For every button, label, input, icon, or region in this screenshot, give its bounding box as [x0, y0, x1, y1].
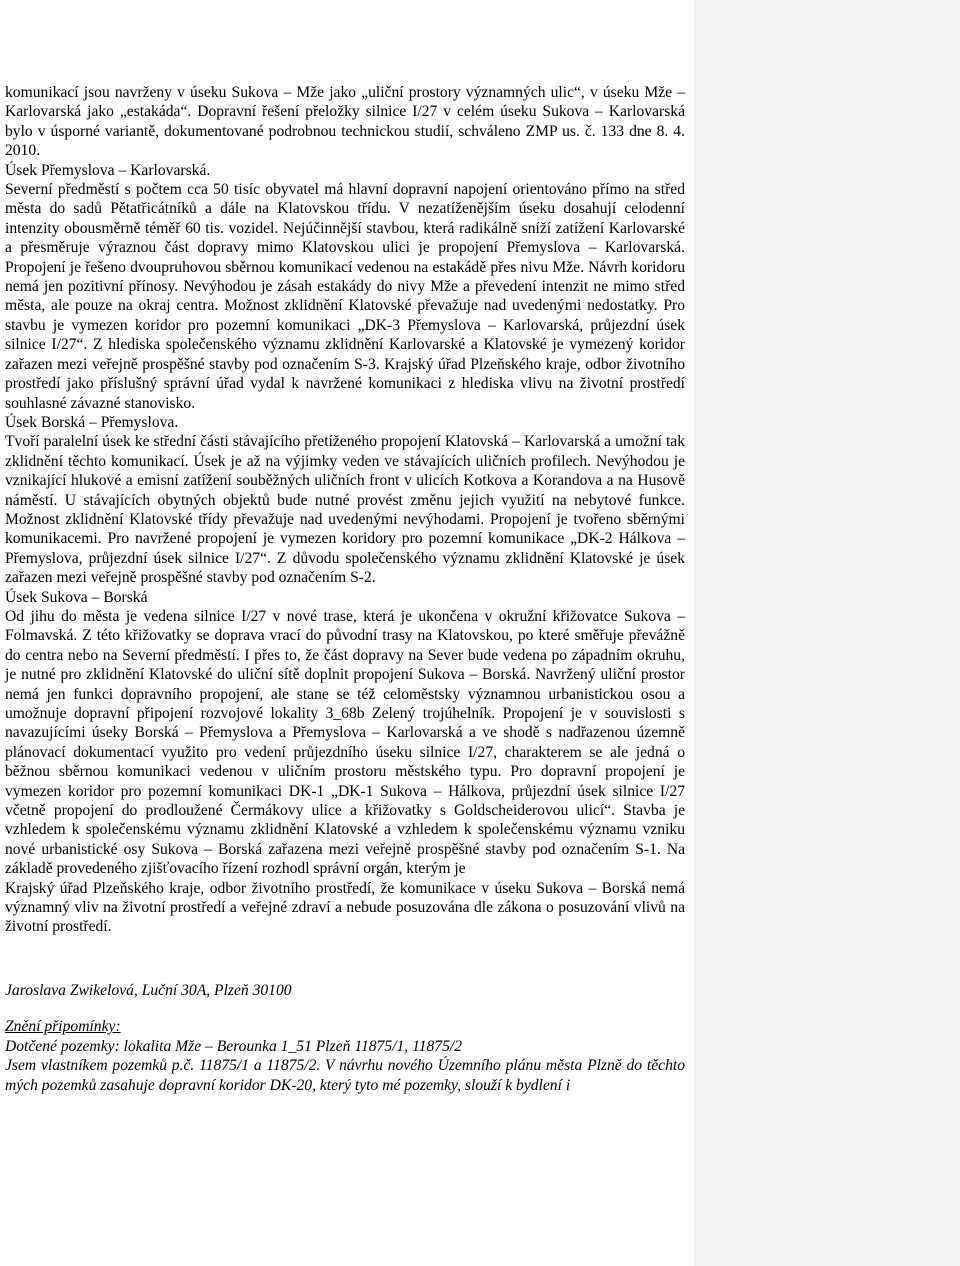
paragraph-sukova-borska: Od jihu do města je vedena silnice I/27 v nové trase, která je ukončena v okružní křižovatce Sukova – Folmavská. Z této křižovatky se doprava vrací do původní trasy na Klatovskou, po které směřuje převážně do centra nebo na Severní předměstí. I přes to, že část dopravy na Sever bude vedena po západním okruhu, je nutné pro zklidnění Klatovské do uliční sítě doplnit propojení Sukova – Borská. Navržený uliční prostor nemá jen funkci dopravního propojení, ale stane se též celoměstsky významnou urbanistickou osou a umožnuje dopravní připojení rozvojové lokality 3_68b Zelený trojúhelník. Propojení je v souvislosti s navazujícími úseky Borská – Přemyslova a Přemyslova – Karlovarská a ve shodě s nadřazenou územně plánovací dokumentací využito pro vedení průjezdního úseku silnice I/27, charakterem se ale jedná o běžnou sběrnou komunikaci vedenou v uličním prostoru městského typu. Pro dopravní propojení je vymezen koridor pro pozemní komunikaci DK-1 „DK-1 Sukova – Hálkova, průjezdní úsek silnice I/27 včetně propojení do prodloužené Čermákovy ulice a křižovatky s Goldscheiderovou ulicí“. Stavba je vzhledem k společenskému významu zklidnění Klatovské a vzhledem k společenskému významu vzniku nové urbanistické osy Sukova – Borská zařazena mezi veřejně prospěšné stavby pod označením S-1. Na základě provedeného zjišťovacího řízení rozhodl správní orgán, kterým je: [5, 607, 685, 878]
comment-affected-parcels: Dotčené pozemky: lokalita Mže – Berounka 1_51 Plzeň 11875/1, 11875/2: [5, 1037, 463, 1055]
paragraph-premyslova-karlovarska: Severní předměstí s počtem cca 50 tisíc obyvatel má hlavní dopravní napojení orientováno přímo na střed města do sadů Pětatřicátníků a dále na Klatovskou třídu. V nezatíženějším úseku dosahují celodenní intenzity obousměrně téměř 60 tis. vozidel. Nejúčinnější stavbou, která radikálně sníží zatížení Karlovarské a přesměruje výraznou část dopravy mimo Klatovskou ulici je propojení Přemyslova – Karlovarská. Propojení je řešeno dvoupruhovou sběrnou komunikací vedenou na estakádě přes nivu Mže. Návrh koridoru nemá jen pozitivní přínosy. Nevýhodou je zásah estakády do nivy Mže a převedení intenzit ne mimo střed města, ale pouze na okraj centra. Možnost zklidnění Klatovské převažuje nad uvedenými nedostatky. Pro stavbu je vymezen koridor pro pozemní komunikaci „DK-3 Přemyslova – Karlovarská, průjezdní úsek silnice I/27“. Z hlediska společenského významu zklidnění Karlovarské a Klatovské je vymezený koridor zařazen mezi veřejně prospěšné stavby pod označením S-3. Krajský úřad Plzeňského kraje, odbor životního prostředí jako příslušný správní úřad vydal k navržené komunikaci z hlediska vlivu na životní prostředí souhlasné závazné stanovisko.: [5, 181, 685, 412]
paragraph-intro: komunikací jsou navrženy v úseku Sukova – Mže jako „uliční prostory významných ulic“, v úseku Mže – Karlovarská jako „estakáda“. Dopravní řešení přeložky silnice I/27 v celém úseku Sukova – Karlovarská bylo v úsporné variantě, dokumentované podrobnou technickou studií, schváleno ZMP us. č. 133 dne 8. 4. 2010.: [5, 84, 685, 160]
comment-heading: Znění připomínky:: [5, 1018, 121, 1036]
heading-premyslova-karlovarska: Úsek Přemyslova – Karlovarská.: [5, 161, 211, 179]
comment-text: Jsem vlastníkem pozemků p.č. 11875/1 a 11875/2. V návrhu nového Územního plánu města Plzně do těchto mých pozemků zasahuje dopravní koridor DK-20, který tyto mé pozemky, slouží k bydlení i: [5, 1057, 685, 1094]
heading-sukova-borska: Úsek Sukova – Borská: [5, 588, 148, 606]
document-body: [5, 83, 685, 1095]
comment-sidebar: [694, 0, 960, 1266]
author-line: Jaroslava Zwikelová, Luční 30A, Plzeň 30100: [5, 981, 292, 999]
paragraph-krajsky-urad: Krajský úřad Plzeňského kraje, odbor životního prostředí, že komunikace v úseku Sukova – Borská nemá významný vliv na životní prostředí a veřejné zdraví a nebude posuzována dle zákona o posuzování vlivů na životní prostředí.: [5, 879, 685, 936]
paragraph-borska-premyslova: Tvoří paralelní úsek ke střední části stávajícího přetíženého propojení Klatovská – Karlovarská a umožní tak zklidnění těchto komunikací. Úsek je až na výjimky veden ve stávajících uličních profilech. Nevýhodou je vznikající hlukové a emisní zatížení souběžných uličních front v ulicích Kotkova a Korandova a na Husově náměstí. U stávajících obytných objektů bude nutné provést změnu jejich využití na nebytové funkce. Možnost zklidnění Klatovské třídy převažuje nad uvedenými nevýhodami. Propojení je tvořeno sběrnými komunikacemi. Pro navržené propojení je vymezen koridory pro pozemní komunikace „DK-2 Hálkova – Přemyslova, průjezdní úsek silnice I/27“. Z důvodu společenského významu zklidnění Klatovské je úsek zařazen mezi veřejně prospěšné stavby pod označením S-2.: [5, 433, 685, 587]
heading-borska-premyslova: Úsek Borská – Přemyslova.: [5, 413, 179, 431]
